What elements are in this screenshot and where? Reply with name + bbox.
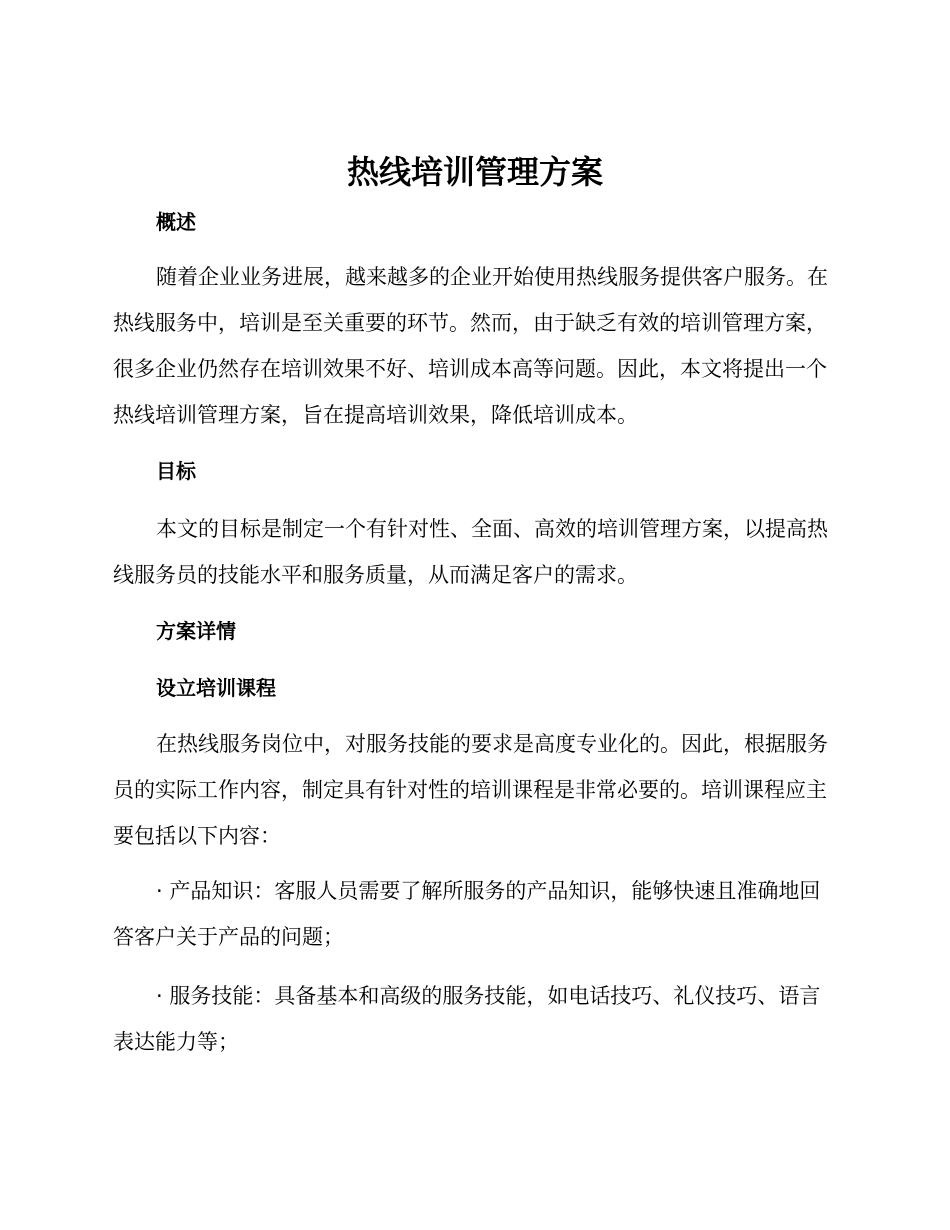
section-heading-overview: 概述 <box>156 210 196 234</box>
document-title: 热线培训管理方案 <box>346 153 603 191</box>
bullet-text: 产品知识：客服人员需要了解所服务的产品知识，能够快速且准确地回答客户关于产品的问题； <box>113 879 821 949</box>
list-item <box>113 973 835 1065</box>
section-heading-goal: 目标 <box>156 459 196 483</box>
section-heading-details: 方案详情 <box>156 619 236 643</box>
bullet-text: 服务技能：具备基本和高级的服务技能，如电话技巧、礼仪技巧、语言表达能力等； <box>113 984 821 1054</box>
list-item <box>113 868 835 960</box>
overview-paragraph: 随着企业业务进展，越来越多的企业开始使用热线服务提供客户服务。在热线服务中，培训是至关重要的环节。然而，由于缺乏有效的培训管理方案，很多企业仍然存在培训效果不好、培训成本高等问题。因此，本文将提出一个热线培训管理方案，旨在提高培训效果，降低培训成本。 <box>113 265 828 427</box>
bullet-icon: · <box>156 984 163 1008</box>
goal-paragraph: 本文的目标是制定一个有针对性、全面、高效的培训管理方案，以提高热线服务员的技能水平和服务质量，从而满足客户的需求。 <box>113 517 828 587</box>
section-heading-courses: 设立培训课程 <box>156 676 276 700</box>
courses-paragraph: 在热线服务岗位中，对服务技能的要求是高度专业化的。因此，根据服务员的实际工作内容，制定具有针对性的培训课程是非常必要的。培训课程应主要包括以下内容： <box>113 732 828 848</box>
bullet-icon: · <box>156 879 163 903</box>
